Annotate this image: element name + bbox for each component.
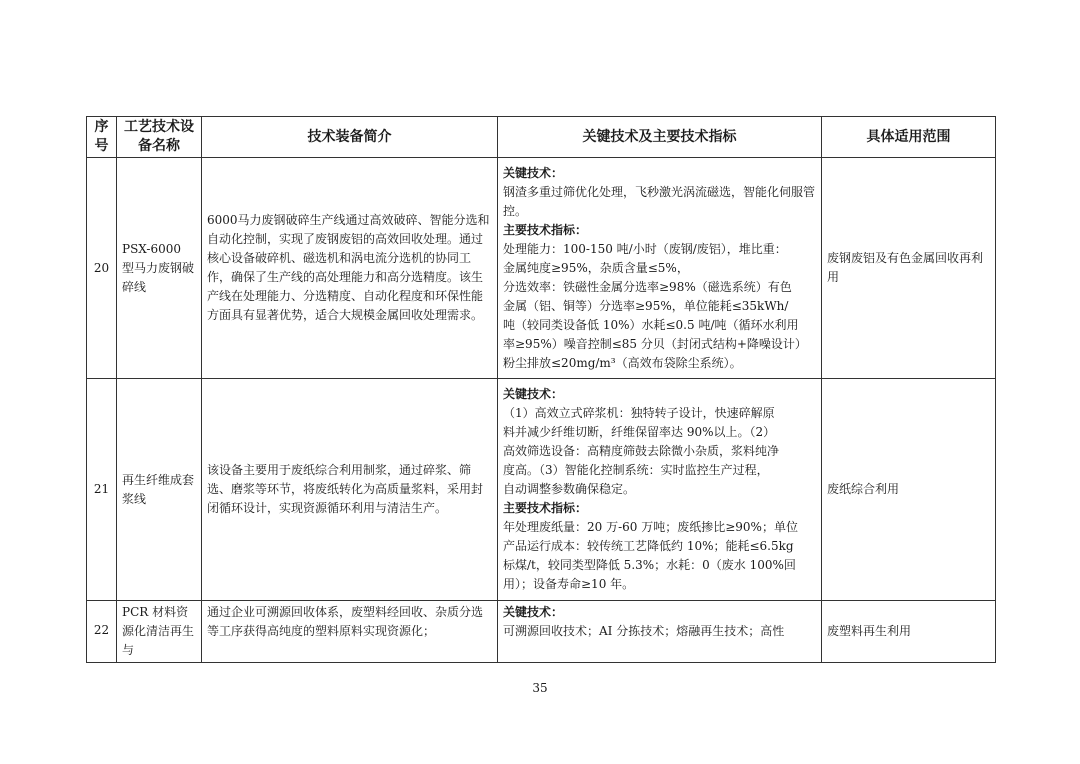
indicator-line: 产品运行成本：较传统工艺降低约 10%；能耗≤6.5kg (503, 539, 794, 553)
header-scope: 具体适用范围 (822, 117, 996, 158)
header-key-tech: 关键技术及主要技术指标 (498, 117, 822, 158)
row-name: 再生纤维成套浆线 (117, 379, 202, 601)
row-scope: 废钢废铝及有色金属回收再利用 (822, 158, 996, 379)
row-key-tech (498, 601, 822, 663)
table-row (87, 379, 996, 601)
row-num: 22 (87, 601, 117, 663)
key-tech-title: 关键技术： (503, 605, 564, 619)
key-tech-text: 可溯源回收技术；AI 分拣技术；熔融再生技术；高性 (503, 624, 785, 638)
header-name: 工艺技术设备名称 (117, 117, 202, 158)
indicator-line: 用）；设备寿命≥10 年。 (503, 577, 635, 591)
row-intro: 6000马力废钢破碎生产线通过高效破碎、智能分选和自动化控制，实现了废钢废铝的高效回收处理。通过核心设备破碎机、磁选机和涡电流分选机的协同工作，确保了生产线的高处理能力和高分选精度。该生产线在处理能力、分选精度、自动化程度和环保性能方面具有显著优势，适合大规模金属回收处理需求。 (202, 158, 498, 379)
row-num: 20 (87, 158, 117, 379)
row-key-tech (498, 158, 822, 379)
header-intro: 技术装备简介 (202, 117, 498, 158)
table-row (87, 601, 996, 663)
row-scope: 废塑料再生利用 (822, 601, 996, 663)
indicator-line: 率≥95%）噪音控制≤85 分贝（封闭式结构+降噪设计） (503, 336, 807, 351)
indicator-line: 分选效率：铁磁性金属分选率≥98%（磁选系统）有色 (503, 279, 792, 294)
row-key-tech (498, 379, 822, 601)
key-tech-line: 高效筛选设备：高精度筛鼓去除微小杂质，浆料纯净 (503, 444, 780, 458)
key-tech-line: 度高。（3）智能化控制系统：实时监控生产过程， (503, 463, 769, 477)
key-tech-title: 关键技术： (503, 387, 564, 401)
row-scope: 废纸综合利用 (822, 379, 996, 601)
indicator-line: 年处理废纸量：20 万-60 万吨；废纸掺比≥90%；单位 (503, 520, 798, 534)
key-tech-line: （1）高效立式碎浆机：独特转子设计，快速碎解原 (503, 406, 775, 420)
indicator-title: 主要技术指标： (503, 501, 588, 515)
indicator-line: 吨（较同类设备低 10%）水耗≤0.5 吨/吨（循环水利用 (503, 317, 799, 332)
key-tech-line: 自动调整参数确保稳定。 (503, 482, 636, 496)
key-tech-title: 关键技术： (503, 165, 564, 180)
row-intro: 通过企业可溯源回收体系，废塑料经回收、杂质分选等工序获得高纯度的塑料原料实现资源化； (202, 601, 498, 663)
indicator-line: 标煤/t，较同类型降低 5.3%；水耗：0（废水 100%回 (503, 558, 796, 572)
row-intro: 该设备主要用于废纸综合利用制浆，通过碎浆、筛选、磨浆等环节，将废纸转化为高质量浆料，采用封闭循环设计，实现资源循环利用与清洁生产。 (202, 379, 498, 601)
indicator-line: 粉尘排放≤20mg/m³（高效布袋除尘系统）。 (503, 355, 742, 370)
indicator-title: 主要技术指标： (503, 222, 588, 237)
indicator-line: 处理能力：100-150 吨/小时（废钢/废铝），堆比重： (503, 241, 787, 256)
row-name: PSX-6000 型马力废钢破碎线 (117, 158, 202, 379)
equipment-table (86, 116, 996, 663)
header-num: 序号 (87, 117, 117, 158)
table-row (87, 158, 996, 379)
indicator-line: 金属纯度≥95%，杂质含量≤5%， (503, 260, 689, 275)
page-number: 35 (532, 681, 548, 695)
table-header-row (87, 117, 996, 158)
row-name: PCR 材料资源化清洁再生与 (117, 601, 202, 663)
key-tech-line: 料并减少纤维切断，纤维保留率达 90%以上。（2） (503, 425, 776, 439)
indicator-line: 金属（铝、铜等）分选率≥95%，单位能耗≤35kWh/ (503, 298, 789, 313)
row-num: 21 (87, 379, 117, 601)
key-tech-text: 钢渣多重过筛优化处理，飞秒激光涡流磁选，智能化伺服管控。 (503, 184, 816, 218)
